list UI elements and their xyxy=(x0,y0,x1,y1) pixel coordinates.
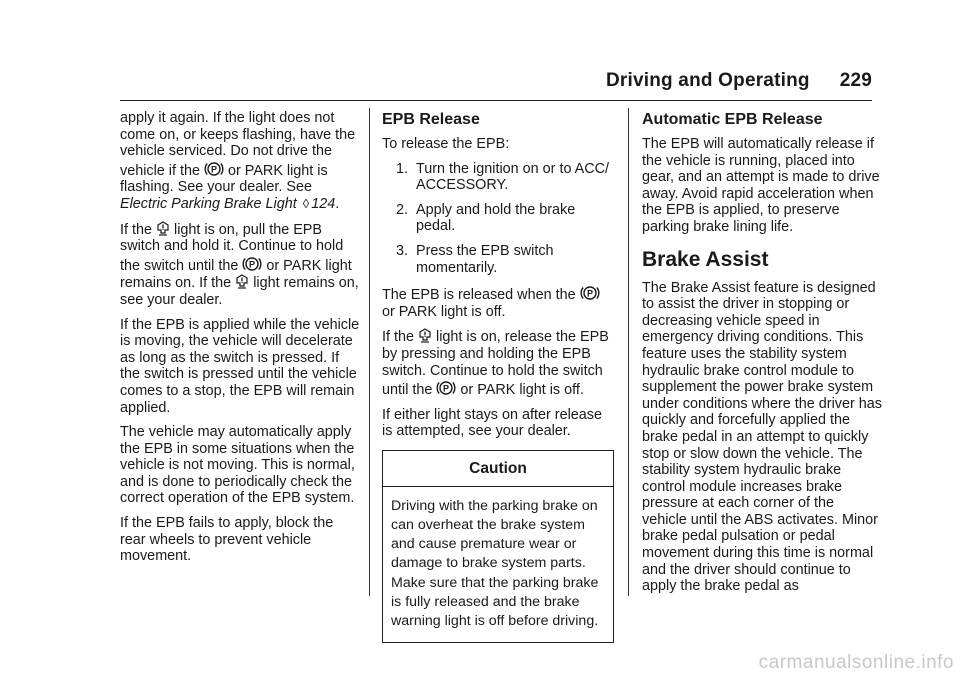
park-brake-icon xyxy=(436,379,456,397)
steps-list xyxy=(382,161,612,277)
section-heading: EPB Release xyxy=(382,111,480,128)
column-3 xyxy=(642,110,882,603)
watermark: carmanualsonline.info xyxy=(758,652,954,673)
list-item: 2. Apply and hold the brake pedal. xyxy=(395,201,576,235)
paragraph: The vehicle may automatically apply the EPB in some situations when the vehicle is not moving. This is normal, and is done to periodically check the correct operation of the EPB system. xyxy=(120,424,355,507)
caution-title: Caution xyxy=(383,451,613,487)
column-divider xyxy=(369,108,370,596)
svg-text:P: P xyxy=(443,383,450,394)
service-brake-icon xyxy=(235,274,249,290)
section-title: Driving and Operating xyxy=(605,70,810,91)
svg-text:P: P xyxy=(586,288,593,299)
column-1 xyxy=(120,110,360,573)
paragraph: apply it again. If the light does not come on, or keeps flashing, have the vehicle serviced. Do not drive the vehicle if the P or PARK light is flashing. See your dealer. See Electric Parking Brake Light ◊ 124. xyxy=(120,110,356,212)
list-item: 3. Press the EPB switch momentarily. xyxy=(395,242,554,276)
header-rule xyxy=(120,100,872,101)
paragraph: If either light stays on after release is attempted, see your dealer. xyxy=(382,406,602,440)
park-brake-icon xyxy=(580,284,600,302)
paragraph: If the light is on, release the EPB by pressing and holding the EPB switch. Continue to hold the switch until the P or PARK light is off. xyxy=(382,329,609,399)
cross-reference-link[interactable]: Electric Parking Brake Light xyxy=(120,195,297,212)
service-brake-icon xyxy=(418,328,432,344)
paragraph: The EPB will automatically release if the vehicle is running, placed into gear, and an attempt is made to drive away. Avoid rapid acceleration when the EPB is applied, to preserve parking brake lining life. xyxy=(642,136,880,235)
caution-box xyxy=(382,450,614,643)
caution-body: Driving with the parking brake on can overheat the brake system and cause premature wear or damage to brake system parts. Make sure that the parking brake is fully released and the brake warning light is off before driving. xyxy=(391,497,599,630)
park-brake-icon xyxy=(204,160,224,178)
paragraph: If the EPB is applied while the vehicle is moving, the vehicle will decelerate as long as the switch is pressed. If the switch is pressed until the vehicle comes to a stop, the EPB will remain applied. xyxy=(120,316,360,416)
section-heading-large: Brake Assist xyxy=(642,247,769,271)
list-item: 1. Turn the ignition on or to ACC/ ACCESSORY. xyxy=(395,160,610,194)
paragraph: If the light is on, pull the EPB switch and hold it. Continue to hold the switch until the P or PARK light remains on. If the light remains on, see your dealer. xyxy=(120,221,359,308)
column-divider xyxy=(628,108,629,596)
section-heading: Automatic EPB Release xyxy=(642,111,823,128)
service-brake-icon xyxy=(156,221,170,237)
page-number: 229 xyxy=(839,70,872,91)
paragraph: If the EPB fails to apply, block the rear wheels to prevent vehicle movement. xyxy=(120,515,334,565)
page-header xyxy=(606,70,872,92)
paragraph: The EPB is released when the P or PARK light is off. xyxy=(382,284,612,320)
column-2 xyxy=(382,110,612,643)
park-brake-icon xyxy=(242,255,262,273)
paragraph: To release the EPB: xyxy=(382,136,510,152)
svg-text:P: P xyxy=(210,164,218,175)
page-ref-icon: ◊ xyxy=(302,195,310,211)
paragraph: The Brake Assist feature is designed to assist the driver in stopping or decreasing vehicle speed in emergency driving conditions. This feature uses the stability system hydraulic brake control module to supplement the power brake system under conditions where the driver has quickly and forcefully applied the brake pedal in an attempt to quickly stop or slow down the vehicle. The stability system hydraulic brake control module increases brake pressure at each corner of the vehicle until the ABS activates. Minor brake pedal pulsation or pedal movement during this time is normal and the driver should continue to apply the brake pedal as xyxy=(642,279,882,595)
svg-text:P: P xyxy=(249,259,256,270)
